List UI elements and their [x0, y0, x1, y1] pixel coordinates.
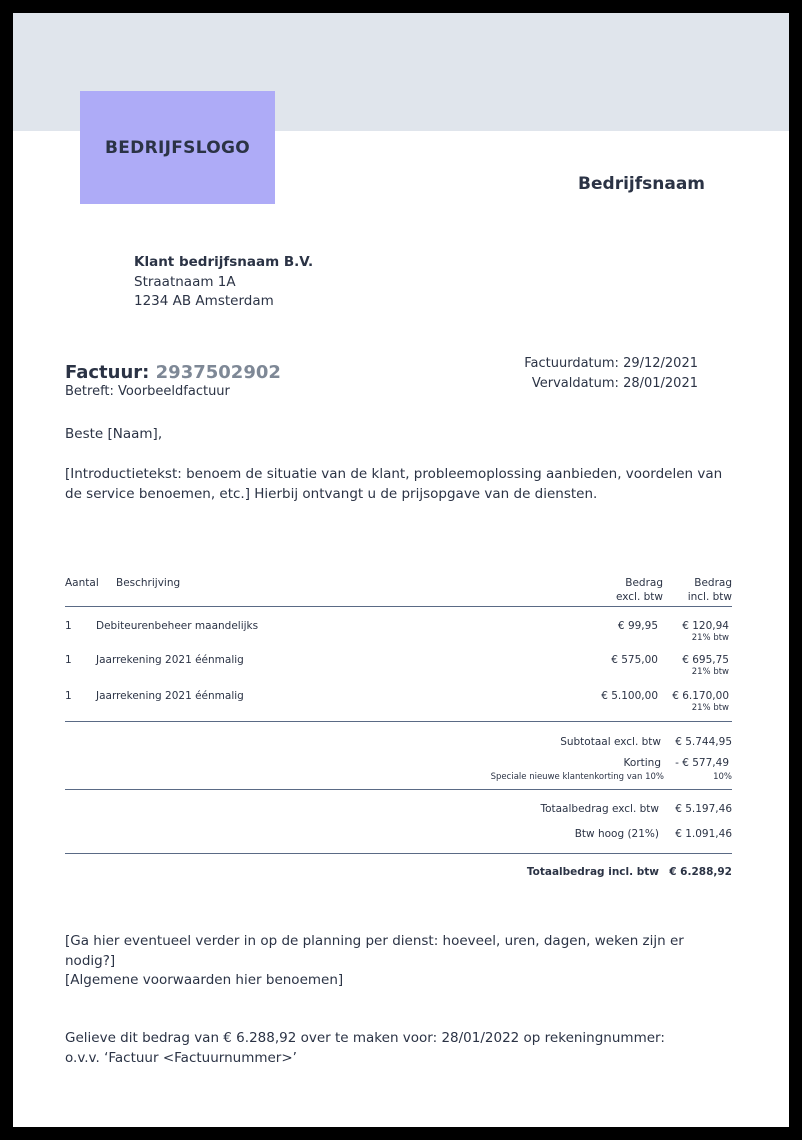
- invoice-title: [65, 362, 281, 383]
- row-amount-incl: [682, 619, 729, 643]
- vat-row: [65, 827, 732, 843]
- row-description: Debiteurenbeheer maandelijks: [96, 620, 259, 632]
- invoice-subject: Betreft: Voorbeeldfactuur: [65, 384, 230, 399]
- discount-row: [65, 756, 732, 784]
- client-address: [134, 253, 313, 312]
- row-description: Jaarrekening 2021 éénmalig: [96, 654, 244, 666]
- total-excl-row: [65, 802, 732, 818]
- header-amount-incl-line2: incl. btw: [687, 591, 732, 603]
- table-header: [65, 573, 732, 607]
- header-amount-incl: [688, 576, 732, 604]
- intro-text: [Introductietekst: benoem de situatie van de klant, probleemoplossing aanbieden, voordelen van de service benoemen, etc.] Hierbij ontvangt u de prijsopgave van de diensten.: [65, 466, 723, 502]
- row-vat: 21% btw: [691, 633, 729, 643]
- terms-text: [Algemene voorwaarden hier benoemen]: [65, 972, 344, 988]
- invoice-label: Factuur:: [65, 362, 150, 383]
- subtotal-row: [65, 735, 732, 751]
- row-amount-incl-value: € 120,94: [682, 620, 729, 632]
- logo-text: BEDRIJFSLOGO: [105, 137, 250, 158]
- client-street: Straatnaam 1A: [134, 273, 236, 290]
- header-description: Beschrijving: [116, 577, 181, 589]
- row-qty: 1: [65, 620, 72, 632]
- header-qty: Aantal: [65, 577, 99, 589]
- invoice-date: Factuurdatum: 29/12/2021: [524, 356, 698, 371]
- invoice-dates: [524, 354, 698, 393]
- divider: [65, 721, 732, 722]
- row-amount-incl: [672, 689, 729, 713]
- discount-percentage: 10%: [713, 772, 732, 782]
- client-name: Klant bedrijfsnaam B.V.: [134, 254, 314, 270]
- table-row: [65, 619, 732, 649]
- total-excl-label: Totaalbedrag excl. btw: [540, 803, 659, 815]
- vat-label: Btw hoog (21%): [574, 828, 659, 840]
- row-qty: 1: [65, 690, 72, 702]
- invoice-due-date: Vervaldatum: 28/01/2021: [531, 375, 698, 391]
- greeting: Beste [Naam],: [65, 426, 163, 442]
- discount-note: Speciale nieuwe klantenkorting van 10%: [490, 772, 664, 782]
- subtotal-label: Subtotaal excl. btw: [560, 736, 661, 748]
- payment-text: Gelieve dit bedrag van € 6.288,92 over te maken voor: 28/01/2022 op rekeningnummer: o.v.v. ‘Factuur <Factuurnummer>’: [65, 1030, 665, 1066]
- divider: [65, 853, 732, 854]
- total-incl-label: Totaalbedrag incl. btw: [526, 866, 659, 878]
- row-amount-excl: € 5.100,00: [601, 690, 658, 702]
- row-vat: 21% btw: [691, 703, 729, 713]
- vat-value: € 1.091,46: [675, 828, 732, 840]
- subtotal-value: € 5.744,95: [675, 736, 732, 748]
- row-amount-incl-value: € 695,75: [682, 654, 729, 666]
- planning-text: [Ga hier eventueel verder in op de planning per dienst: hoeveel, uren, dagen, weken zijn er nodig?]: [65, 933, 684, 969]
- table-row: [65, 653, 732, 683]
- row-qty: 1: [65, 654, 72, 666]
- table-row: [65, 689, 732, 719]
- company-logo: [80, 91, 275, 204]
- header-amount-excl-line1: Bedrag: [625, 577, 663, 589]
- client-city: 1234 AB Amsterdam: [134, 293, 274, 309]
- header-amount-excl-line2: excl. btw: [615, 591, 663, 603]
- total-excl-value: € 5.197,46: [675, 803, 732, 815]
- header-amount-incl-line1: Bedrag: [694, 577, 732, 589]
- invoice-page: [13, 13, 789, 1127]
- row-amount-incl-value: € 6.170,00: [672, 690, 729, 702]
- discount-value: - € 577,49: [675, 757, 729, 769]
- divider: [65, 789, 732, 790]
- discount-label: Korting: [623, 757, 661, 769]
- company-name: Bedrijfsnaam: [578, 174, 705, 194]
- row-amount-incl: [682, 653, 729, 677]
- total-incl-value: € 6.288,92: [669, 866, 732, 878]
- header-amount-excl: [616, 576, 663, 604]
- row-description: Jaarrekening 2021 éénmalig: [96, 690, 244, 702]
- row-vat: 21% btw: [691, 667, 729, 677]
- total-incl-row: [65, 865, 732, 881]
- invoice-number: 2937502902: [155, 362, 281, 383]
- row-amount-excl: € 99,95: [617, 620, 658, 632]
- row-amount-excl: € 575,00: [611, 654, 658, 666]
